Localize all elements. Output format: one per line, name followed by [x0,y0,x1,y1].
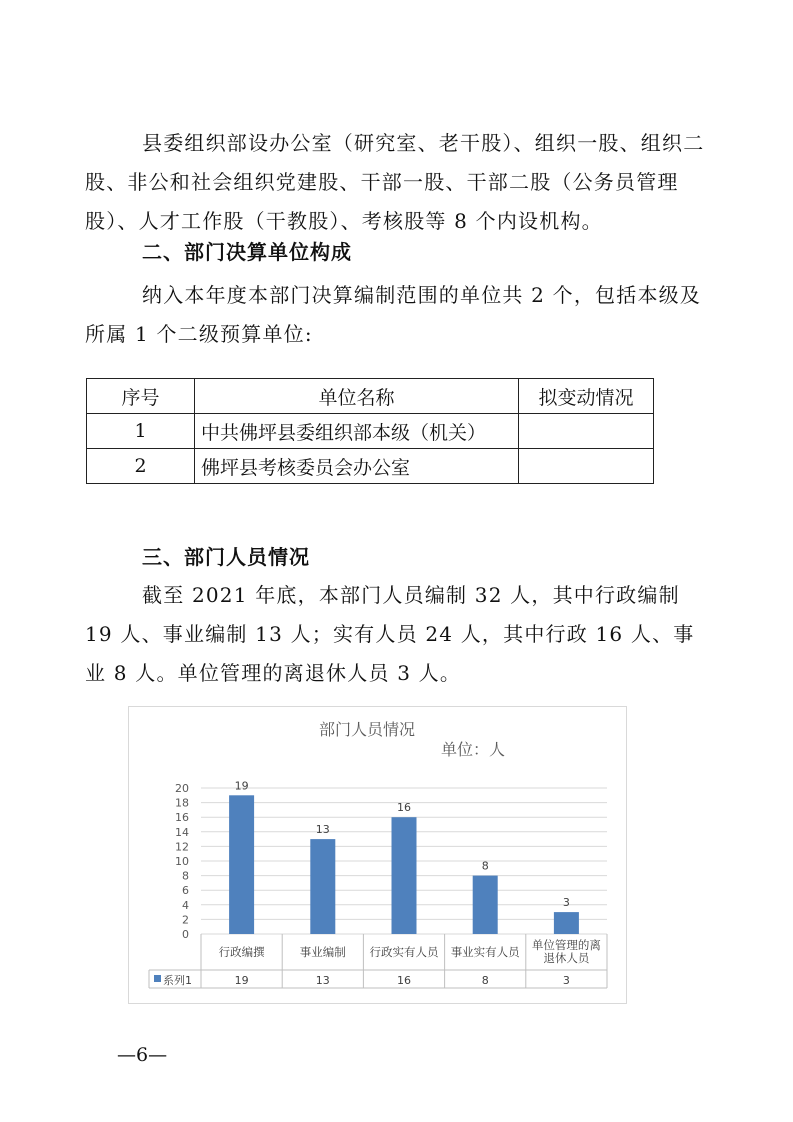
y-tick-label: 4 [182,898,189,912]
category-label: 退休人员 [543,951,590,965]
header-index: 序号 [87,379,195,414]
row-unit-name: 中共佛坪县委组织部本级（机关） [195,414,519,449]
y-tick-label: 0 [182,928,189,941]
category-label: 行政编撰 [218,945,265,959]
data-table-value: 8 [481,974,489,987]
chart-subtitle: 单位：人 [440,740,506,759]
y-tick-label: 8 [182,869,189,883]
paragraph-units-intro: 纳入本年度本部门决算编制范围的单位共 2 个，包括本级及所属 1 个二级预算单位: [85,283,702,346]
legend-swatch [154,975,161,982]
section-heading-staff: 三、部门人员情况 [142,545,310,569]
staff-chart [128,706,627,1004]
paragraph-internal-units: 县委组织部设办公室（研究室、老干股）、组织一股、组织二股、非公和社会组织党建股、干部一股、干部二股（公务员管理股）、人才工作股（干教股）、考核股等 8 个内设机构。 [85,131,705,233]
bar-data-label: 8 [481,859,489,873]
bar [229,795,254,934]
bar [554,912,579,934]
data-table-value: 19 [234,974,249,987]
page-number: —6— [117,1044,168,1066]
y-tick-label: 18 [175,796,189,810]
category-label: 单位管理的离 [531,938,601,952]
chart-canvas [129,707,626,1003]
row-change [519,449,654,484]
y-tick-label: 14 [175,825,189,839]
data-table-value: 13 [315,974,330,987]
category-label: 事业编制 [299,945,346,959]
bar-data-label: 13 [315,823,330,837]
y-tick-label: 12 [175,840,189,854]
table-row [87,449,654,484]
section-heading-units: 二、部门决算单位构成 [142,240,352,264]
header-unit-name: 单位名称 [195,379,519,414]
paragraph-staff: 截至 2021 年底，本部门人员编制 32 人，其中行政编制 19 人、事业编制 13 人；实有人员 24 人，其中行政 16 人、事业 8 人。单位管理的离退休人员 3 人。 [85,583,695,685]
row-index: 2 [87,449,195,484]
bar-data-label: 19 [234,779,249,793]
table-row [87,414,654,449]
data-table-value: 16 [397,974,411,987]
header-change: 拟变动情况 [519,379,654,414]
bar-data-label: 16 [397,801,411,815]
chart-title: 部门人员情况 [318,720,416,739]
table-header-row [87,379,654,414]
y-tick-label: 20 [175,782,189,795]
y-tick-label: 10 [175,855,189,868]
y-tick-label: 6 [182,884,189,898]
y-tick-label: 16 [175,811,189,825]
units-table [86,378,654,484]
category-label: 行政实有人员 [369,945,439,959]
bar [310,839,335,934]
row-change [519,414,654,449]
bar [473,876,498,934]
legend-series-name: 系列1 [163,974,192,987]
row-index: 1 [87,414,195,449]
row-unit-name: 佛坪县考核委员会办公室 [195,449,519,484]
category-label: 事业实有人员 [450,945,520,959]
bar-data-label: 3 [562,896,570,910]
bar [392,817,417,934]
data-table-value: 3 [562,974,570,987]
y-tick-label: 2 [182,913,189,927]
